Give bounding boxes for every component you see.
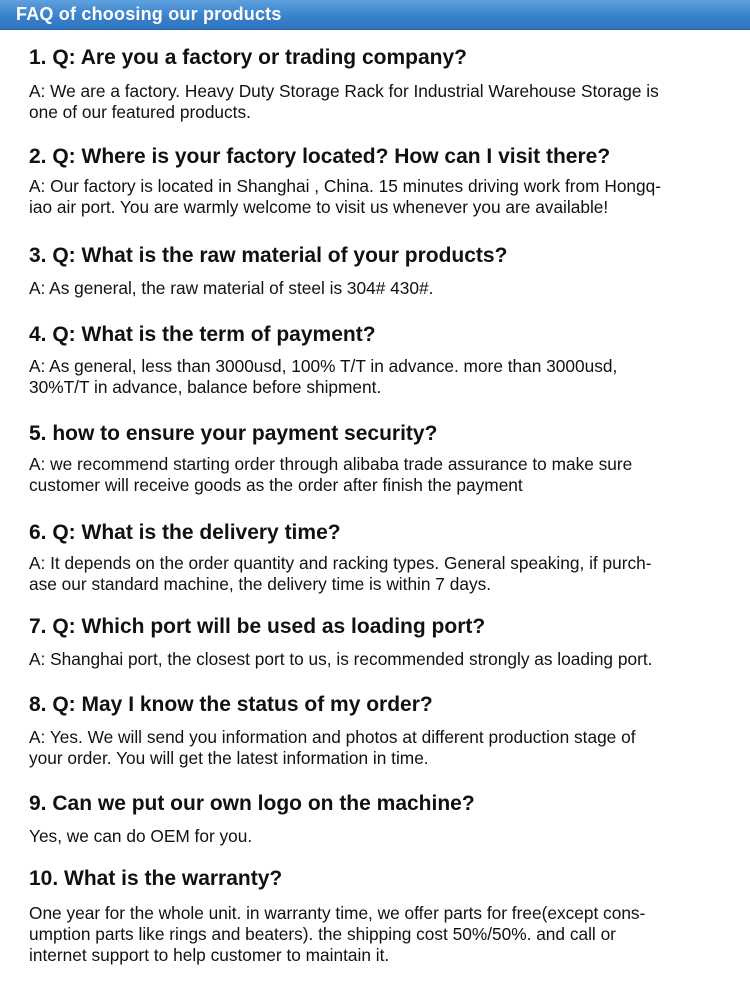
page-title: FAQ of choosing our products (16, 4, 282, 24)
faq-question: 7. Q: Which port will be used as loading port? (29, 615, 486, 638)
faq-answer: A: As general, the raw material of steel is 304# 430#. (29, 278, 434, 298)
faq-answer: One year for the whole unit. in warranty time, we offer parts for free(except cons- umption parts like rings and beaters). the shipping cost 50%/50%. and call or internet support to help customer to maintain it. (29, 903, 646, 965)
faq-item-7 (29, 614, 734, 670)
faq-item-8 (29, 692, 734, 769)
header-bar (0, 0, 750, 30)
faq-answer: A: We are a factory. Heavy Duty Storage Rack for Industrial Warehouse Storage is one of our featured products. (29, 81, 659, 122)
faq-answer: A: Shanghai port, the closest port to us, is recommended strongly as loading port. (29, 649, 653, 669)
faq-answer: Yes, we can do OEM for you. (29, 826, 253, 846)
faq-question: 2. Q: Where is your factory located? How can I visit there? (29, 145, 611, 168)
faq-item-2 (29, 144, 734, 218)
faq-question: 1. Q: Are you a factory or trading company? (29, 46, 467, 69)
faq-item-3 (29, 243, 734, 299)
faq-question: 10. What is the warranty? (29, 867, 283, 890)
faq-item-10 (29, 866, 734, 966)
faq-question: 9. Can we put our own logo on the machine? (29, 792, 475, 815)
faq-question: 6. Q: What is the delivery time? (29, 521, 341, 544)
faq-item-6 (29, 520, 734, 595)
faq-item-9 (29, 791, 734, 847)
faq-answer: A: Yes. We will send you information and photos at different production stage of your order. You will get the latest information in time. (29, 727, 636, 768)
faq-item-4 (29, 322, 734, 398)
faq-answer: A: we recommend starting order through alibaba trade assurance to make sure customer will receive goods as the order after finish the payment (29, 454, 633, 495)
faq-item-5 (29, 421, 734, 496)
faq-item-1 (29, 45, 734, 123)
faq-question: 5. how to ensure your payment security? (29, 422, 438, 445)
faq-question: 4. Q: What is the term of payment? (29, 323, 376, 346)
faq-answer: A: As general, less than 3000usd, 100% T/T in advance. more than 3000usd, 30%T/T in advance, balance before shipment. (29, 356, 618, 397)
faq-question: 3. Q: What is the raw material of your products? (29, 244, 508, 267)
faq-question: 8. Q: May I know the status of my order? (29, 693, 433, 716)
faq-answer: A: Our factory is located in Shanghai , China. 15 minutes driving work from Hongq- iao air port. You are warmly welcome to visit us whenever you are available! (29, 176, 662, 217)
faq-answer: A: It depends on the order quantity and racking types. General speaking, if purch- ase our standard machine, the delivery time is within 7 days. (29, 553, 652, 594)
